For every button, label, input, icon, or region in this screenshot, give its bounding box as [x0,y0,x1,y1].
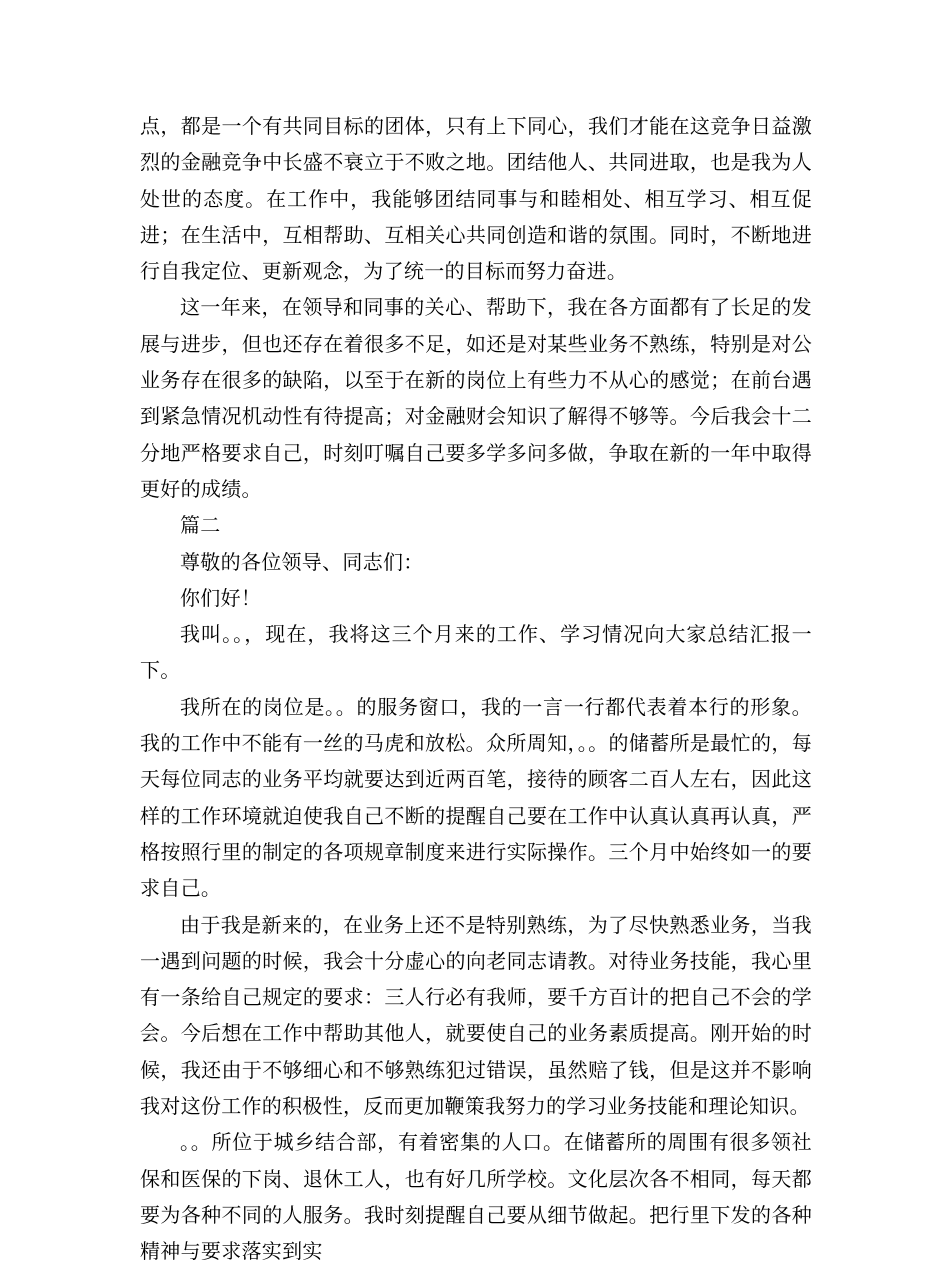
paragraph-learning: 由于我是新来的，在业务上还不是特别熟练，为了尽快熟悉业务，当我一遇到问题的时候，我会十分虚心的向老同志请教。对待业务技能，我心里有一条给自己规定的要求：三人行必有我师，要千方百计的把自己不会的学会。今后想在工作中帮助其他人，就要使自己的业务素质提高。刚开始的时候，我还由于不够细心和不够熟练犯过错误，虽然赔了钱，但是这并不影响我对这份工作的积极性，反而更加鞭策我努力的学习业务技能和理论知识。 [140,912,812,1119]
section-heading: 篇二 [180,513,221,538]
document-body [140,108,812,1270]
paragraph-introduction: 我叫。。，现在，我将这三个月来的工作、学习情况向大家总结汇报一下。 [140,622,812,683]
greeting: 你们好！ [180,585,262,610]
paragraph-intro-continuation: 点，都是一个有共同目标的团体，只有上下同心，我们才能在这竞争日益激烈的金融竞争中长盛不衰立于不败之地。团结他人、共同进取，也是我为人处世的态度。在工作中，我能够团结同事与和睦相处、相互学习、相互促进；在生活中，互相帮助、互相关心共同创造和谐的氛围。同时，不断地进行自我定位、更新观念，为了统一的目标而努力奋进。 [140,114,812,284]
paragraph-year-review: 这一年来，在领导和同事的关心、帮助下，我在各方面都有了长足的发展与进步，但也还存在着很多不足，如还是对某些业务不熟练，特别是对公业务存在很多的缺陷，以至于在新的岗位上有些力不从心的感觉；在前台遇到紧急情况机动性有待提高；对金融财会知识了解得不够等。今后我会十二分地严格要求自己，时刻叮嘱自己要多学多问多做，争取在新的一年中取得更好的成绩。 [140,295,812,501]
salutation: 尊敬的各位领导、同志们： [180,549,424,574]
paragraph-position: 我所在的岗位是。。的服务窗口，我的一言一行都代表着本行的形象。我的工作中不能有一丝的马虎和放松。众所周知，。。的储蓄所是最忙的，每天每位同志的业务平均就要达到近两百笔，接待的顾客二百人左右，因此这样的工作环境就迫使我自己不断的提醒自己要在工作中认真认真再认真，严格按照行里的制定的各项规章制度来进行实际操作。三个月中始终如一的要求自己。 [140,694,812,901]
paragraph-location: 。。所位于城乡结合部，有着密集的人口。在储蓄所的周围有很多领社保和医保的下岗、退休工人，也有好几所学校。文化层次各不相同，每天都要为各种不同的人服务。我时刻提醒自己要从细节做起。把行里下发的各种精神与要求落实到实 [140,1130,812,1264]
